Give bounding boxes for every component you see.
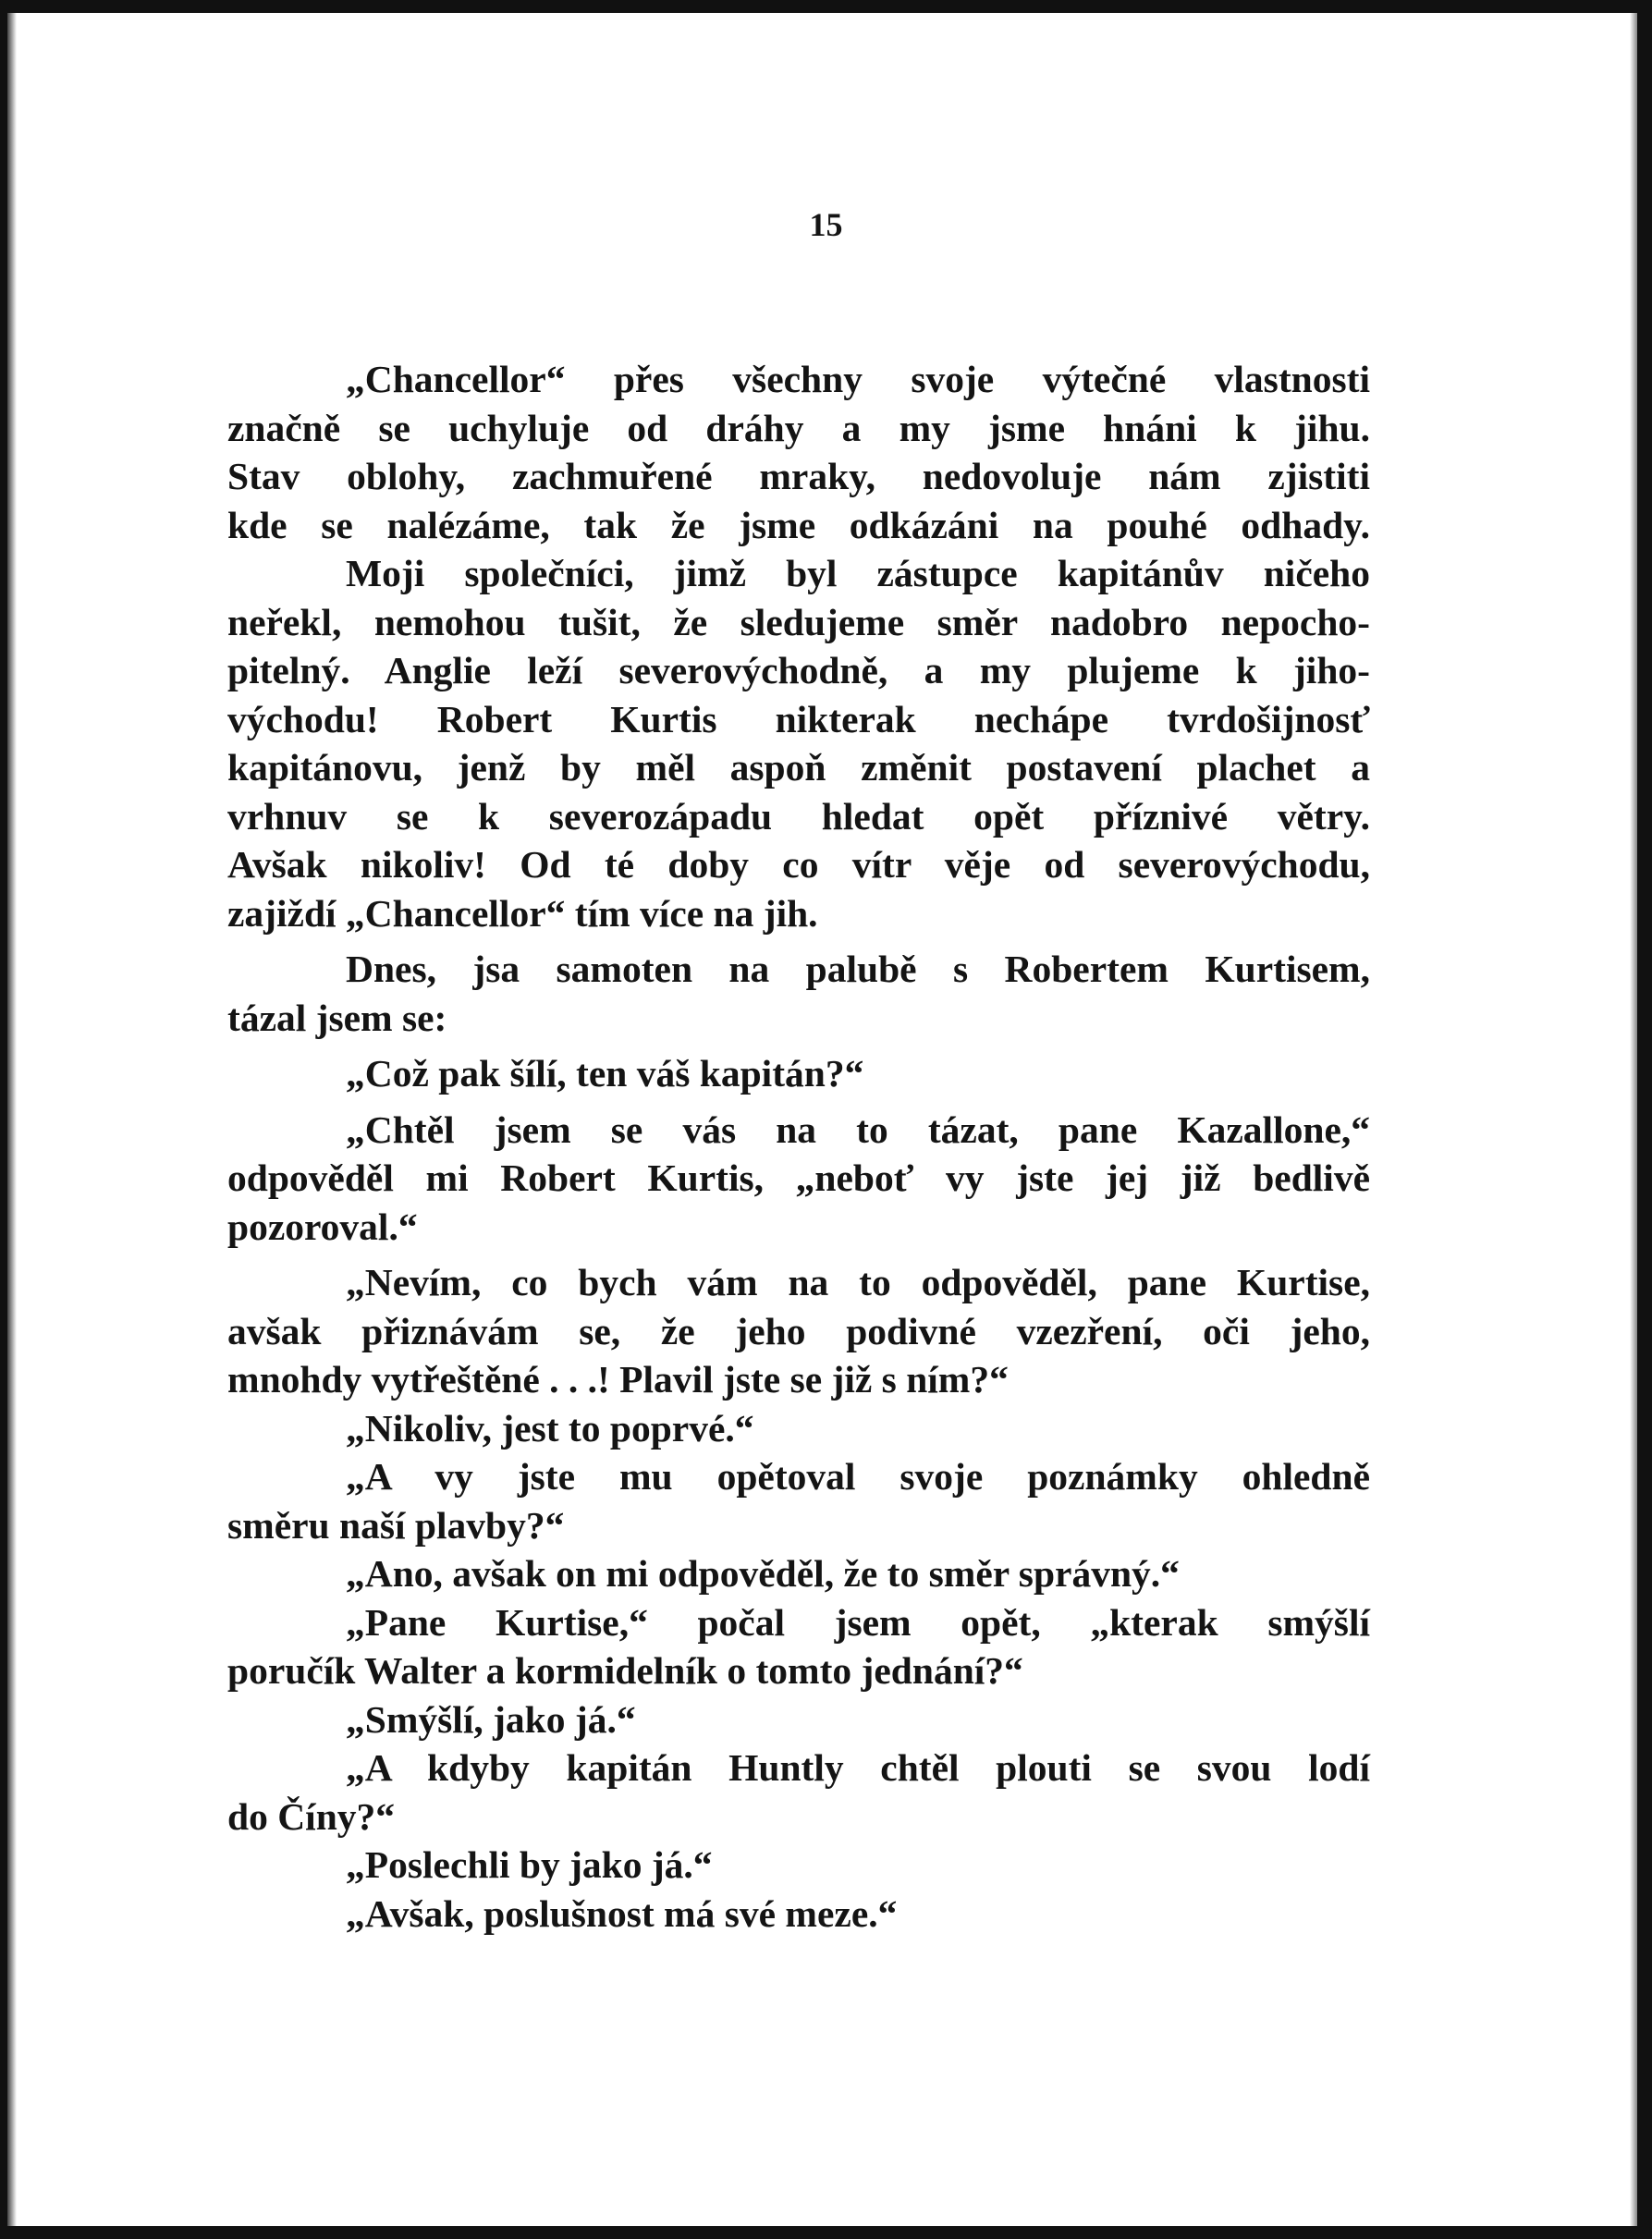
text-line: směru naší plavby?“ [227,1503,565,1547]
text-line: zajiždí „Chancellor“ tím více na jih. [227,891,818,935]
text-line: „Nevím, co bych vám na to odpověděl, pane Kurtise, [346,1261,1370,1303]
text-line: poručík Walter a kormidelník o tomto jednání?“ [227,1649,1023,1692]
text-line: neřekl, nemohou tušit, že sledujeme směr nadobro nepocho- [227,600,1370,643]
text-line: mnohdy vytřeštěné . . .! Plavil jste se již s ním?“ [227,1358,1009,1401]
text-line: „Avšak, poslušnost má své meze.“ [346,1891,898,1935]
text-line: pozoroval.“ [227,1205,418,1248]
text-line: Avšak nikoliv! Od té doby co vítr věje od severovýchodu, [227,843,1370,886]
text-line: avšak přiznávám se, že jeho podivné vzezření, oči jeho, [227,1309,1370,1352]
text-line: „Poslechli by jako já.“ [346,1843,713,1886]
text-line: východu! Robert Kurtis nikterak nechápe tvrdošijnosť [227,697,1370,740]
text-line: „A kdyby kapitán Huntly chtěl plouti se svou lodí [346,1746,1370,1789]
page-number: 15 [809,206,843,243]
text-line: do Číny?“ [227,1794,396,1838]
text-line: „A vy jste mu opětoval svoje poznámky ohledně [346,1455,1370,1498]
text-line: „Což pak šílí, ten váš kapitán?“ [346,1052,864,1095]
text-line: „Nikoliv, jest to poprvé.“ [346,1406,754,1450]
text-line: „Chancellor“ přes všechny svoje výtečné vlastnosti [346,358,1370,400]
text-line: kde se nalézáme, tak že jsme odkázáni na pouhé odhady. [227,503,1370,546]
text-line: Moji společníci, jimž byl zástupce kapitánův ničeho [346,552,1370,594]
text-line: „Ano, avšak on mi odpověděl, že to směr správný.“ [346,1552,1180,1595]
text-line: pitelný. Anglie leží severovýchodně, a my plujeme k jiho- [227,649,1370,691]
page-edge-shadow [1630,13,1637,2226]
text-line: kapitánovu, jenž by měl aspoň změnit postavení plachet a [227,746,1370,789]
text-line: Stav oblohy, zachmuřené mraky, nedovoluje nám zjistiti [227,455,1370,497]
text-line: „Chtěl jsem se vás na to tázat, pane Kazallone,“ [346,1107,1370,1151]
body-text [227,355,1370,1938]
text-line: vrhnuv se k severozápadu hledat opět příznivé větry. [227,794,1370,838]
text-line: „Smýšlí, jako já.“ [346,1697,636,1741]
text-line: Dnes, jsa samoten na palubě s Robertem Kurtisem, [346,948,1370,990]
text-line: tázal jsem se: [227,996,447,1039]
text-line: „Pane Kurtise,“ počal jsem opět, „kterak smýšlí [346,1600,1370,1644]
spine-shadow [7,13,17,2226]
text-line: značně se uchyluje od dráhy a my jsme hnáni k jihu. [227,406,1370,449]
text-line: odpověděl mi Robert Kurtis, „neboť vy jste jej již bedlivě [227,1156,1370,1199]
